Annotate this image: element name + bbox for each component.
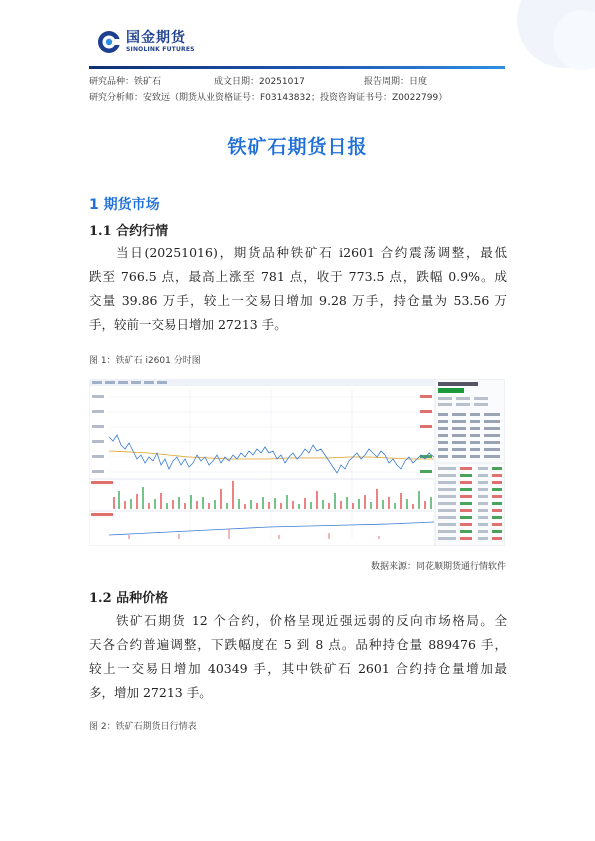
figure-2-caption: 图 2：铁矿石期货日行情表 — [89, 722, 197, 732]
paragraph-line: 天各合约普遍调整，下跌幅度在 5 到 8 点。品种持仓量 889476 手， — [89, 637, 507, 652]
paragraph-line: 交量 39.86 万手，较上一交易日增加 9.28 万手，持仓量为 53.56 万 — [89, 293, 507, 308]
paragraph-line: 手，较前一交易日增加 27213 手。 — [89, 317, 287, 332]
corner-decoration — [465, 0, 595, 120]
sinolink-logo-icon — [97, 30, 121, 54]
paragraph-line: 多，增加 27213 手。 — [89, 685, 212, 700]
price-paragraph — [89, 609, 507, 705]
intraday-chart-image — [89, 379, 505, 546]
paragraph-line: 当日(20251016)，期货品种铁矿石 i2601 合约震荡调整，最低 — [116, 245, 507, 260]
subsection-heading-price: 1.2 品种价格 — [89, 591, 169, 606]
paragraph-line: 跌至 766.5 点，最高上涨至 781 点，收于 773.5 点，跌幅 0.9%。成 — [89, 269, 507, 284]
date-label: 成文日期：20251017 — [214, 77, 305, 87]
analyst-label: 研究分析师：安致远（期货从业资格证号：F03143832；投资咨询证书号：Z0022799） — [89, 93, 448, 103]
page-title: 铁矿石期货日报 — [227, 136, 368, 158]
brand-name-cn: 国金期货 — [126, 29, 186, 46]
paragraph-line: 较上一交易日增加 40349 手，其中铁矿石 2601 合约持仓量增加最 — [89, 661, 507, 676]
figure-1-caption: 图 1：铁矿石 i2601 分时图 — [89, 356, 201, 366]
header-rule — [89, 66, 505, 69]
period-label: 报告周期：日度 — [364, 77, 428, 87]
brand-name-en: SINOLINK FUTURES — [126, 45, 195, 53]
paragraph-line: 铁矿石期货 12 个合约，价格呈现近强远弱的反向市场格局。全 — [116, 613, 507, 628]
subsection-heading-contract: 1.1 合约行情 — [89, 224, 169, 239]
data-source-note: 数据来源：同花顺期货通行情软件 — [370, 562, 506, 572]
contract-paragraph — [89, 241, 507, 337]
variety-label: 研究品种：铁矿石 — [89, 77, 162, 87]
section-heading-futures-market: 1 期货市场 — [89, 197, 160, 213]
company-logo — [97, 30, 195, 54]
